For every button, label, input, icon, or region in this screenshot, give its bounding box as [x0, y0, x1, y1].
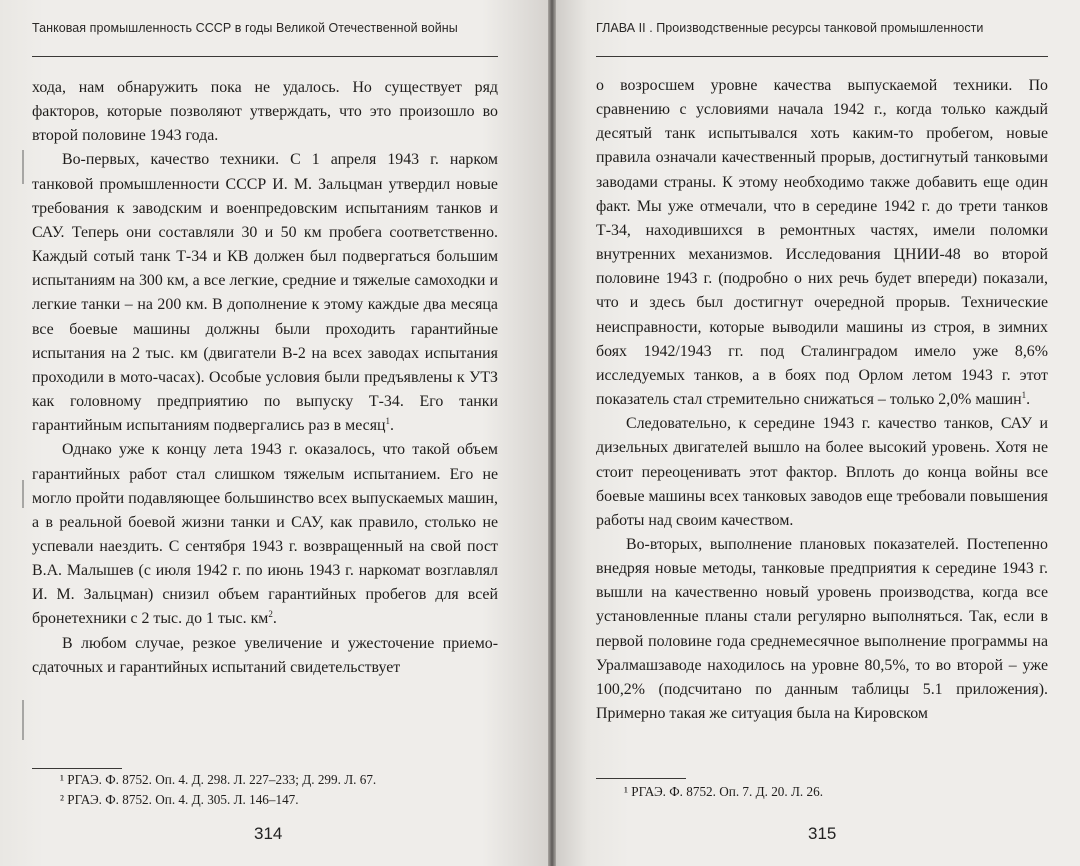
- footnote: ¹ РГАЭ. Ф. 8752. Оп. 7. Д. 20. Л. 26.: [624, 784, 824, 799]
- left-running-head: Танковая промышленность СССР в годы Великой Отечественной войны: [32, 21, 458, 35]
- right-footnote-rule: [596, 778, 686, 779]
- left-paragraph-2: Во-первых, качество техники. С 1 апреля 1943 г. нарком танковой промышленности СССР И. М. Зальцман утвердил новые требования к заводским и военпредовским испытаниям танков и САУ. Теперь они составляли 30 и 50 км пробега соответственно. Каждый сотый танк Т-34 и КВ должен был подвергаться большим испытаниям на 300 км, а все легкие, средние и тяжелые самоходки и легкие танки – на 200 км. В дополнение к этому каждые два месяца все боевые машины должны были проходить гарантийные испытания на 2 тыс. км (двигатели В-2 на всех заводах испытания проходили в мото-часах). Особые условия были предъявлены к УТЗ как головному предприятию по выпуску Т-34. Его танки гарантийным испытаниям подвергались раз в месяц$^1$.: [32, 151, 498, 435]
- left-page-number: 314: [254, 824, 283, 843]
- right-paragraph-3: Во-вторых, выполнение плановых показателей. Постепенно внедряя новые методы, танковые предприятия к середине 1943 г. вышли на качественно новый уровень производства, когда все установленные планы стали регулярно выполняться. Так, если в первой половине года среднемесячное выполнение программы на Уралмашзаводе находилось на уровне 80,5%, то во второй – уже 100,2% (подсчитано по данным таблицы 5.1 приложения). Примерно такая же ситуация была на Кировском: [596, 535, 1048, 723]
- footnote: ² РГАЭ. Ф. 8752. Оп. 4. Д. 305. Л. 146–147.: [60, 792, 299, 807]
- right-page-number: 315: [808, 824, 837, 843]
- right-head-rule: [596, 56, 1048, 57]
- right-paragraph-1: о возросшем уровне качества выпускаемой техники. По сравнению с условиями начала 1942 г., когда только каждый десятый танк испытывался хоть каким-то пробегом, новые правила означали качественный прорыв, достигнутый танковыми заводами страны. К этому необходимо также добавить еще один факт. Мы уже отмечали, что в середине 1942 г. до трети танков Т-34, находившихся в ремонтных частях, имели поломки внутренних механизмов. Исследования ЦНИИ-48 во второй половине 1943 г. (подробно о них речь будет впереди) показали, что и здесь был достигнут очередной прорыв. Технические неисправности, которые выводили машины из строя, в зимних боях 1942/1943 гг. под Сталинградом имело уже 8,6% исследуемых танков, а в боях под Орлом летом 1943 г. этот показатель стал стремительно снижаться – только 2,0% машин$^1$.: [596, 77, 1048, 409]
- footnote: ¹ РГАЭ. Ф. 8752. Оп. 4. Д. 298. Л. 227–233; Д. 299. Л. 67.: [60, 772, 377, 787]
- scan-margin-mark: [22, 480, 24, 508]
- left-body-text: [32, 76, 498, 680]
- left-paragraph-3: Однако уже к концу лета 1943 г. оказалось, что такой объем гарантийных работ стал слишком тяжелым испытанием. Его не могло пройти подавляющее большинство всех выпускаемых машин, а в реальной боевой жизни танки и САУ, как правило, столько не успевали наездить. С сентября 1943 г. возвращенный на свой пост В.А. Малышев (с июля 1942 г. по июнь 1943 г. наркомат возглавлял И. М. Зальцман) снизил объем гарантийных пробегов для всей бронетехники с 2 тыс. до 1 тыс. $км^2$.: [32, 441, 498, 628]
- book-gutter: [548, 0, 556, 866]
- right-paragraph-2: Следовательно, к середине 1943 г. качество танков, САУ и дизельных двигателей вышло на более высокий уровень. Хотя не стоит переоценивать этот фактор. Вплоть до конца войны все боевые машины всех танковых заводов еще требовали повышения работы над своим качеством.: [596, 415, 1048, 529]
- right-body-text: [596, 74, 1048, 726]
- left-footnote-rule: [32, 768, 122, 769]
- right-running-head: ГЛАВА II . Производственные ресурсы танковой промышленности: [596, 21, 984, 35]
- footnote-ref: 1: [385, 416, 391, 427]
- footnote-ref: 2: [268, 609, 273, 620]
- left-head-rule: [32, 56, 498, 57]
- left-paragraph-1: хода, нам обнаружить пока не удалось. Но существует ряд факторов, которые позволяют утверждать, что это произошло во второй половине 1943 года.: [32, 79, 498, 145]
- scan-margin-mark: [22, 150, 24, 184]
- right-page: [556, 0, 1080, 866]
- left-paragraph-4: В любом случае, резкое увеличение и ужесточение приемо-сдаточных и гарантийных испытаний свидетельствует: [32, 634, 498, 676]
- scan-margin-mark: [22, 700, 24, 740]
- right-footnotes: [596, 782, 1048, 802]
- left-footnotes: [32, 770, 498, 810]
- footnote-ref: 1: [1021, 390, 1027, 401]
